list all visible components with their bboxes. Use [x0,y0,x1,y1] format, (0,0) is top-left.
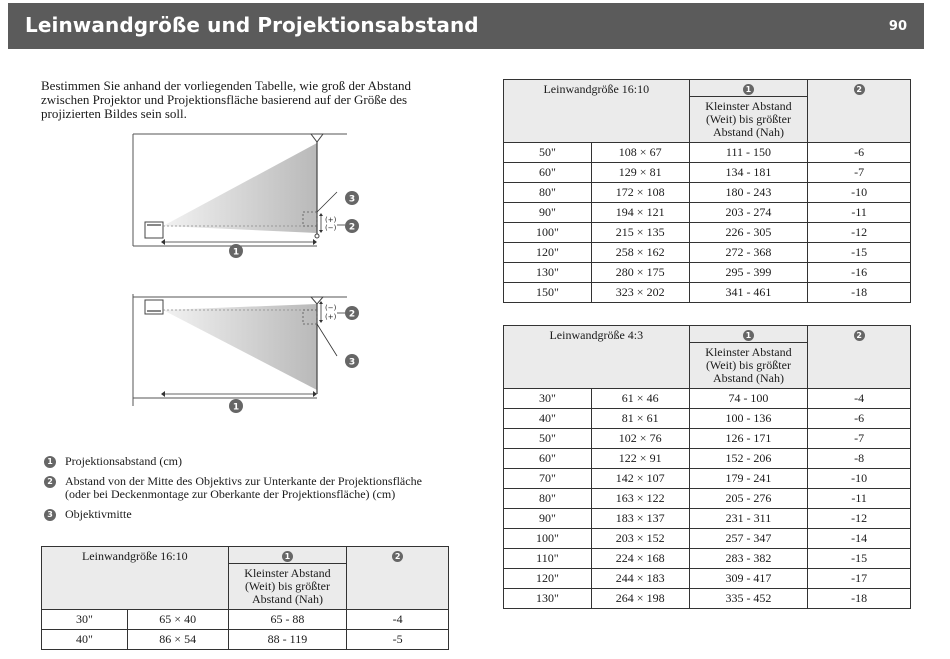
table-row [504,429,911,449]
column-header-2 [808,80,911,143]
cell-offset: -18 [808,283,911,303]
table-row [504,549,911,569]
cell-range: 65 - 88 [228,610,347,630]
table-row [504,243,911,263]
table-size-header: Leinwandgröße 16:10 [504,80,690,143]
cell-range: 283 - 382 [689,549,808,569]
cell-inch: 40" [504,409,592,429]
cell-dims: 122 × 91 [591,449,689,469]
number-badge-icon: 2 [44,476,56,488]
table-row [504,529,911,549]
cell-dims: 172 × 108 [591,183,689,203]
table-row [504,163,911,183]
legend-item [44,475,444,501]
svg-text:1: 1 [232,247,240,258]
table-row [504,223,911,243]
cell-range: 226 - 305 [689,223,808,243]
page-header [8,3,924,49]
distance-subheader: Kleinster Abstand (Weit) bis größter Abstand (Nah) [228,564,347,610]
cell-range: 88 - 119 [228,630,347,650]
cell-inch: 50" [504,429,592,449]
table-row [504,409,911,429]
cell-dims: 215 × 135 [591,223,689,243]
table-row [504,143,911,163]
number-badge-icon: 2 [854,330,865,341]
cell-offset: -5 [347,630,449,650]
table-row [504,489,911,509]
cell-dims: 65 × 40 [127,610,228,630]
table-row [504,389,911,409]
distance-subheader: Kleinster Abstand (Weit) bis größter Abstand (Nah) [689,343,808,389]
cell-inch: 120" [504,569,592,589]
diagram-legend [44,455,444,528]
cell-offset: -8 [808,449,911,469]
cell-range: 126 - 171 [689,429,808,449]
ceiling-setup-diagram [133,294,359,413]
cell-offset: -7 [808,429,911,449]
cell-inch: 130" [504,263,592,283]
cell-range: 179 - 241 [689,469,808,489]
legend-text: Objektivmitte [65,507,132,521]
cell-dims: 264 × 198 [591,589,689,609]
cell-dims: 323 × 202 [591,283,689,303]
cell-range: 74 - 100 [689,389,808,409]
cell-range: 203 - 274 [689,203,808,223]
page-title: Leinwandgröße und Projektionsabstand [25,13,479,37]
table-row [504,589,911,609]
cell-range: 205 - 276 [689,489,808,509]
cell-dims: 61 × 46 [591,389,689,409]
cell-range: 152 - 206 [689,449,808,469]
svg-text:3: 3 [348,357,356,368]
table-row [504,569,911,589]
svg-text:(+): (+) [325,216,337,224]
table-16-10 [503,79,911,303]
number-badge-icon: 1 [743,330,754,341]
table-row [504,283,911,303]
cell-inch: 50" [504,143,592,163]
number-badge-icon: 1 [282,551,293,562]
cell-range: 231 - 311 [689,509,808,529]
cell-inch: 60" [504,449,592,469]
table-row [504,469,911,489]
cell-inch: 110" [504,549,592,569]
svg-text:(+): (+) [325,313,337,321]
cell-dims: 203 × 152 [591,529,689,549]
table-row [504,263,911,283]
cell-inch: 80" [504,183,592,203]
svg-text:2: 2 [348,309,356,320]
cell-dims: 86 × 54 [127,630,228,650]
cell-inch: 100" [504,529,592,549]
cell-range: 309 - 417 [689,569,808,589]
cell-offset: -6 [808,143,911,163]
number-badge-icon: 1 [44,456,56,468]
table-size-header: Leinwandgröße 4:3 [504,326,690,389]
cell-offset: -14 [808,529,911,549]
cell-dims: 244 × 183 [591,569,689,589]
cell-inch: 40" [42,630,128,650]
cell-offset: -15 [808,549,911,569]
cell-inch: 30" [504,389,592,409]
projection-diagram [125,128,365,413]
table-row [504,203,911,223]
cell-inch: 120" [504,243,592,263]
cell-dims: 194 × 121 [591,203,689,223]
cell-inch: 80" [504,489,592,509]
svg-text:(−): (−) [325,224,337,232]
cell-range: 180 - 243 [689,183,808,203]
table-size-header: Leinwandgröße 16:10 [42,547,229,610]
cell-range: 134 - 181 [689,163,808,183]
number-badge-icon: 1 [743,84,754,95]
table-row [42,610,449,630]
cell-offset: -12 [808,509,911,529]
cell-inch: 30" [42,610,128,630]
legend-item [44,508,444,521]
number-badge-icon: 2 [392,551,403,562]
table-16-10-small [41,546,449,650]
table-row [42,630,449,650]
cell-range: 100 - 136 [689,409,808,429]
cell-range: 295 - 399 [689,263,808,283]
cell-offset: -12 [808,223,911,243]
cell-range: 272 - 368 [689,243,808,263]
svg-text:3: 3 [348,194,356,205]
cell-inch: 90" [504,509,592,529]
column-header-2 [808,326,911,389]
table-4-3 [503,325,911,609]
page-number: 90 [888,19,907,34]
cell-range: 335 - 452 [689,589,808,609]
cell-inch: 130" [504,589,592,609]
cell-dims: 102 × 76 [591,429,689,449]
column-header-2 [347,547,449,610]
cell-offset: -10 [808,183,911,203]
cell-inch: 90" [504,203,592,223]
cell-offset: -10 [808,469,911,489]
cell-dims: 108 × 67 [591,143,689,163]
cell-offset: -16 [808,263,911,283]
cell-dims: 280 × 175 [591,263,689,283]
column-header-1 [228,547,347,564]
cell-offset: -4 [808,389,911,409]
intro-paragraph: Bestimmen Sie anhand der vorliegenden Tabelle, wie groß der Abstand zwischen Projektor und Projektionsfläche basierend auf der Größe des projizierten Bildes sein soll. [41,78,411,121]
cell-inch: 100" [504,223,592,243]
cell-dims: 142 × 107 [591,469,689,489]
cell-offset: -11 [808,489,911,509]
cell-offset: -15 [808,243,911,263]
cell-inch: 60" [504,163,592,183]
svg-text:(−): (−) [325,304,337,312]
cell-range: 341 - 461 [689,283,808,303]
table-row [504,449,911,469]
legend-text: Abstand von der Mitte des Objektivs zur Unterkante der Projektionsfläche (oder bei Deckenmontage zur Oberkante der Projektionsfläche) (cm) [65,474,422,501]
legend-item [44,455,444,468]
floor-setup-diagram [133,134,359,258]
cell-offset: -17 [808,569,911,589]
cell-dims: 224 × 168 [591,549,689,569]
legend-text: Projektionsabstand (cm) [65,454,182,468]
column-header-1 [689,326,808,343]
column-header-1 [689,80,808,97]
cell-offset: -7 [808,163,911,183]
table-row [504,509,911,529]
svg-text:1: 1 [232,402,240,413]
cell-range: 257 - 347 [689,529,808,549]
number-badge-icon: 2 [854,84,865,95]
cell-offset: -18 [808,589,911,609]
cell-dims: 129 × 81 [591,163,689,183]
distance-subheader: Kleinster Abstand (Weit) bis größter Abstand (Nah) [689,97,808,143]
table-row [504,183,911,203]
cell-dims: 163 × 122 [591,489,689,509]
cell-inch: 70" [504,469,592,489]
cell-dims: 258 × 162 [591,243,689,263]
cell-inch: 150" [504,283,592,303]
svg-text:2: 2 [348,222,356,233]
number-badge-icon: 3 [44,509,56,521]
cell-dims: 183 × 137 [591,509,689,529]
cell-range: 111 - 150 [689,143,808,163]
cell-offset: -4 [347,610,449,630]
cell-offset: -6 [808,409,911,429]
cell-dims: 81 × 61 [591,409,689,429]
cell-offset: -11 [808,203,911,223]
